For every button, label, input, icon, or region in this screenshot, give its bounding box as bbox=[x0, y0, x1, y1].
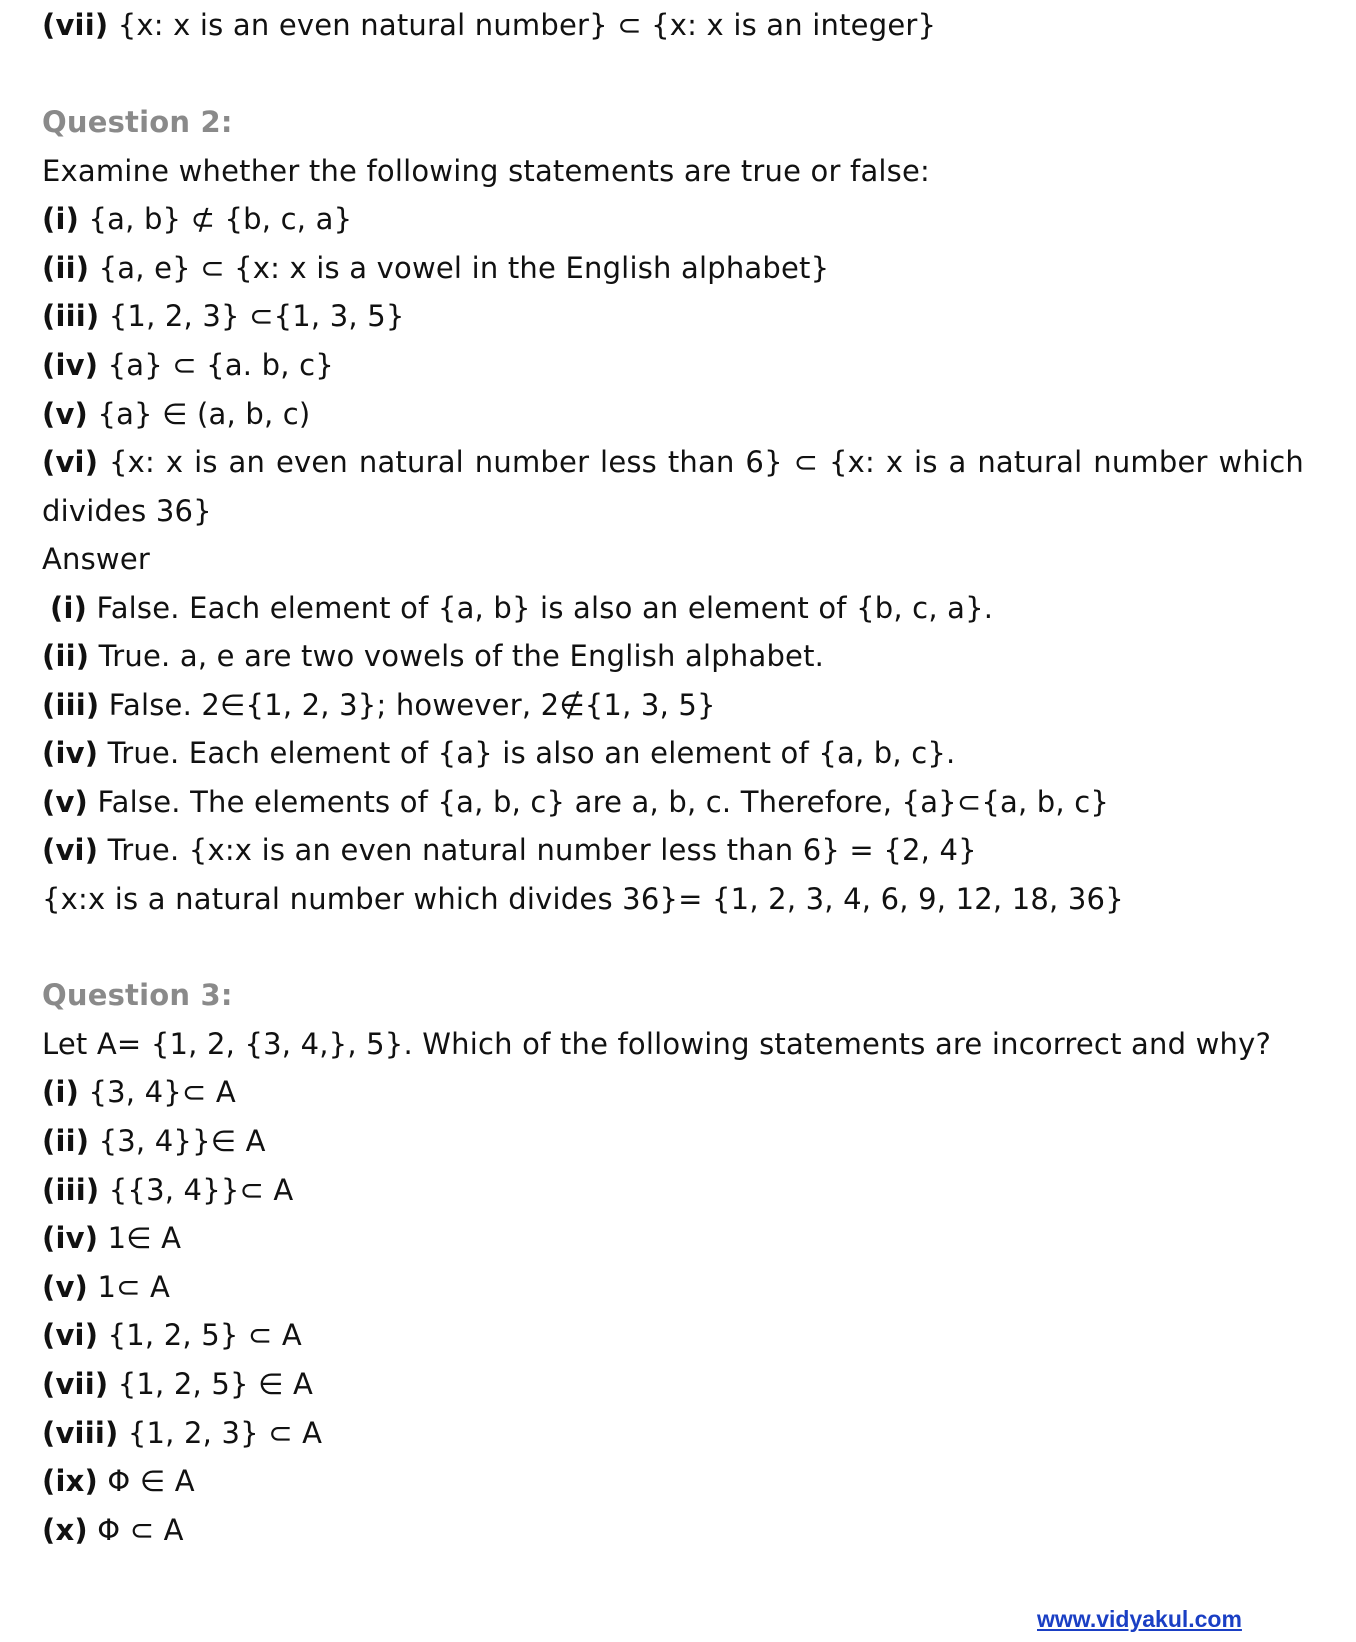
item-text: {a} ∈ (a, b, c) bbox=[97, 397, 311, 431]
item-text: False. 2∈{1, 2, 3}; however, 2∉{1, 3, 5} bbox=[108, 688, 716, 722]
q3-item-iii bbox=[42, 1170, 293, 1210]
item-text: {x: x is an even natural number less than 6} ⊂ {x: x is a natural number which bbox=[109, 445, 1304, 479]
item-text: 1∈ A bbox=[107, 1221, 182, 1255]
item-label: (i) bbox=[50, 591, 88, 625]
q3-item-i bbox=[42, 1072, 236, 1112]
q1-item-vii bbox=[42, 5, 936, 45]
item-text: False. The elements of {a, b, c} are a, b, c. Therefore, {a}⊂{a, b, c} bbox=[97, 785, 1110, 819]
q2-item-ii bbox=[42, 248, 829, 288]
item-label: (v) bbox=[42, 1270, 89, 1304]
item-label: (iv) bbox=[42, 736, 99, 770]
item-text: False. Each element of {a, b} is also an element of {b, c, a}. bbox=[96, 591, 994, 625]
q3-item-ix bbox=[42, 1461, 195, 1501]
item-text: {1, 2, 5} ⊂ A bbox=[107, 1318, 302, 1352]
item-text: {3, 4}}∈ A bbox=[98, 1124, 266, 1158]
item-label: (x) bbox=[42, 1513, 88, 1547]
item-text: {a, b} ⊄ {b, c, a} bbox=[88, 202, 353, 236]
item-label: (i) bbox=[42, 202, 80, 236]
q2-answer-i bbox=[50, 588, 993, 628]
q3-item-x bbox=[42, 1510, 184, 1550]
item-label: (i) bbox=[42, 1075, 80, 1109]
item-text: True. {x:x is an even natural number less than 6} = {2, 4} bbox=[107, 833, 977, 867]
item-text: {a} ⊂ {a. b, c} bbox=[107, 348, 334, 382]
item-label: (v) bbox=[42, 397, 89, 431]
item-text: True. a, e are two vowels of the English alphabet. bbox=[98, 639, 825, 673]
item-text: {1, 2, 3} ⊂ A bbox=[127, 1416, 323, 1450]
question-3-prompt: Let A= {1, 2, {3, 4,}, 5}. Which of the following statements are incorrect and why? bbox=[42, 1027, 1272, 1061]
q2-item-i bbox=[42, 199, 352, 239]
item-label: (viii) bbox=[42, 1416, 119, 1450]
question-2-prompt: Examine whether the following statements are true or false: bbox=[42, 154, 931, 188]
item-label: (iii) bbox=[42, 299, 100, 333]
q2-item-iii bbox=[42, 296, 405, 336]
item-text: {x: x is an even natural number} ⊂ {x: x is an integer} bbox=[117, 8, 937, 42]
item-text: Φ ⊂ A bbox=[97, 1513, 184, 1547]
q2-answer-iv bbox=[42, 733, 955, 773]
item-label: (v) bbox=[42, 785, 89, 819]
item-text: {1, 2, 5} ∈ A bbox=[117, 1367, 313, 1401]
item-label: (ii) bbox=[42, 1124, 90, 1158]
q2-item-vi-continuation: divides 36} bbox=[42, 494, 212, 528]
item-label: (iv) bbox=[42, 348, 99, 382]
q2-item-v bbox=[42, 394, 310, 434]
q2-item-iv bbox=[42, 345, 334, 385]
question-2-heading: Question 2: bbox=[42, 105, 233, 139]
item-label: (ii) bbox=[42, 251, 90, 285]
item-label: (vi) bbox=[42, 833, 99, 867]
item-label: (vii) bbox=[42, 8, 109, 42]
q3-item-viii bbox=[42, 1413, 322, 1453]
q2-item-vi bbox=[42, 442, 1304, 482]
q3-item-vii bbox=[42, 1364, 313, 1404]
item-text: {1, 2, 3} ⊂{1, 3, 5} bbox=[108, 299, 405, 333]
item-text: True. Each element of {a} is also an element of {a, b, c}. bbox=[107, 736, 956, 770]
item-text: {3, 4}⊂ A bbox=[88, 1075, 236, 1109]
item-label: (ix) bbox=[42, 1464, 98, 1498]
item-text: {{3, 4}}⊂ A bbox=[108, 1173, 294, 1207]
item-label: (ii) bbox=[42, 639, 90, 673]
item-text: {a, e} ⊂ {x: x is a vowel in the English alphabet} bbox=[98, 251, 830, 285]
vidyakul-website-link[interactable]: www.vidyakul.com bbox=[1037, 1606, 1242, 1632]
item-text: Φ ∈ A bbox=[107, 1464, 195, 1498]
item-label: (vii) bbox=[42, 1367, 109, 1401]
item-label: (iv) bbox=[42, 1221, 99, 1255]
q3-item-vi bbox=[42, 1315, 302, 1355]
q2-answer-extra: {x:x is a natural number which divides 36}= {1, 2, 3, 4, 6, 9, 12, 18, 36} bbox=[42, 882, 1124, 916]
q3-item-v bbox=[42, 1267, 170, 1307]
item-text: 1⊂ A bbox=[97, 1270, 171, 1304]
q2-answer-ii bbox=[42, 636, 824, 676]
question-3-heading: Question 3: bbox=[42, 978, 233, 1012]
item-label: (vi) bbox=[42, 445, 99, 479]
answer-label: Answer bbox=[42, 542, 151, 576]
item-label: (iii) bbox=[42, 688, 100, 722]
item-label: (vi) bbox=[42, 1318, 99, 1352]
q3-item-ii bbox=[42, 1121, 266, 1161]
q3-item-iv bbox=[42, 1218, 181, 1258]
q2-answer-vi bbox=[42, 830, 977, 870]
q2-answer-v bbox=[42, 782, 1109, 822]
q2-answer-iii bbox=[42, 685, 716, 725]
item-label: (iii) bbox=[42, 1173, 100, 1207]
